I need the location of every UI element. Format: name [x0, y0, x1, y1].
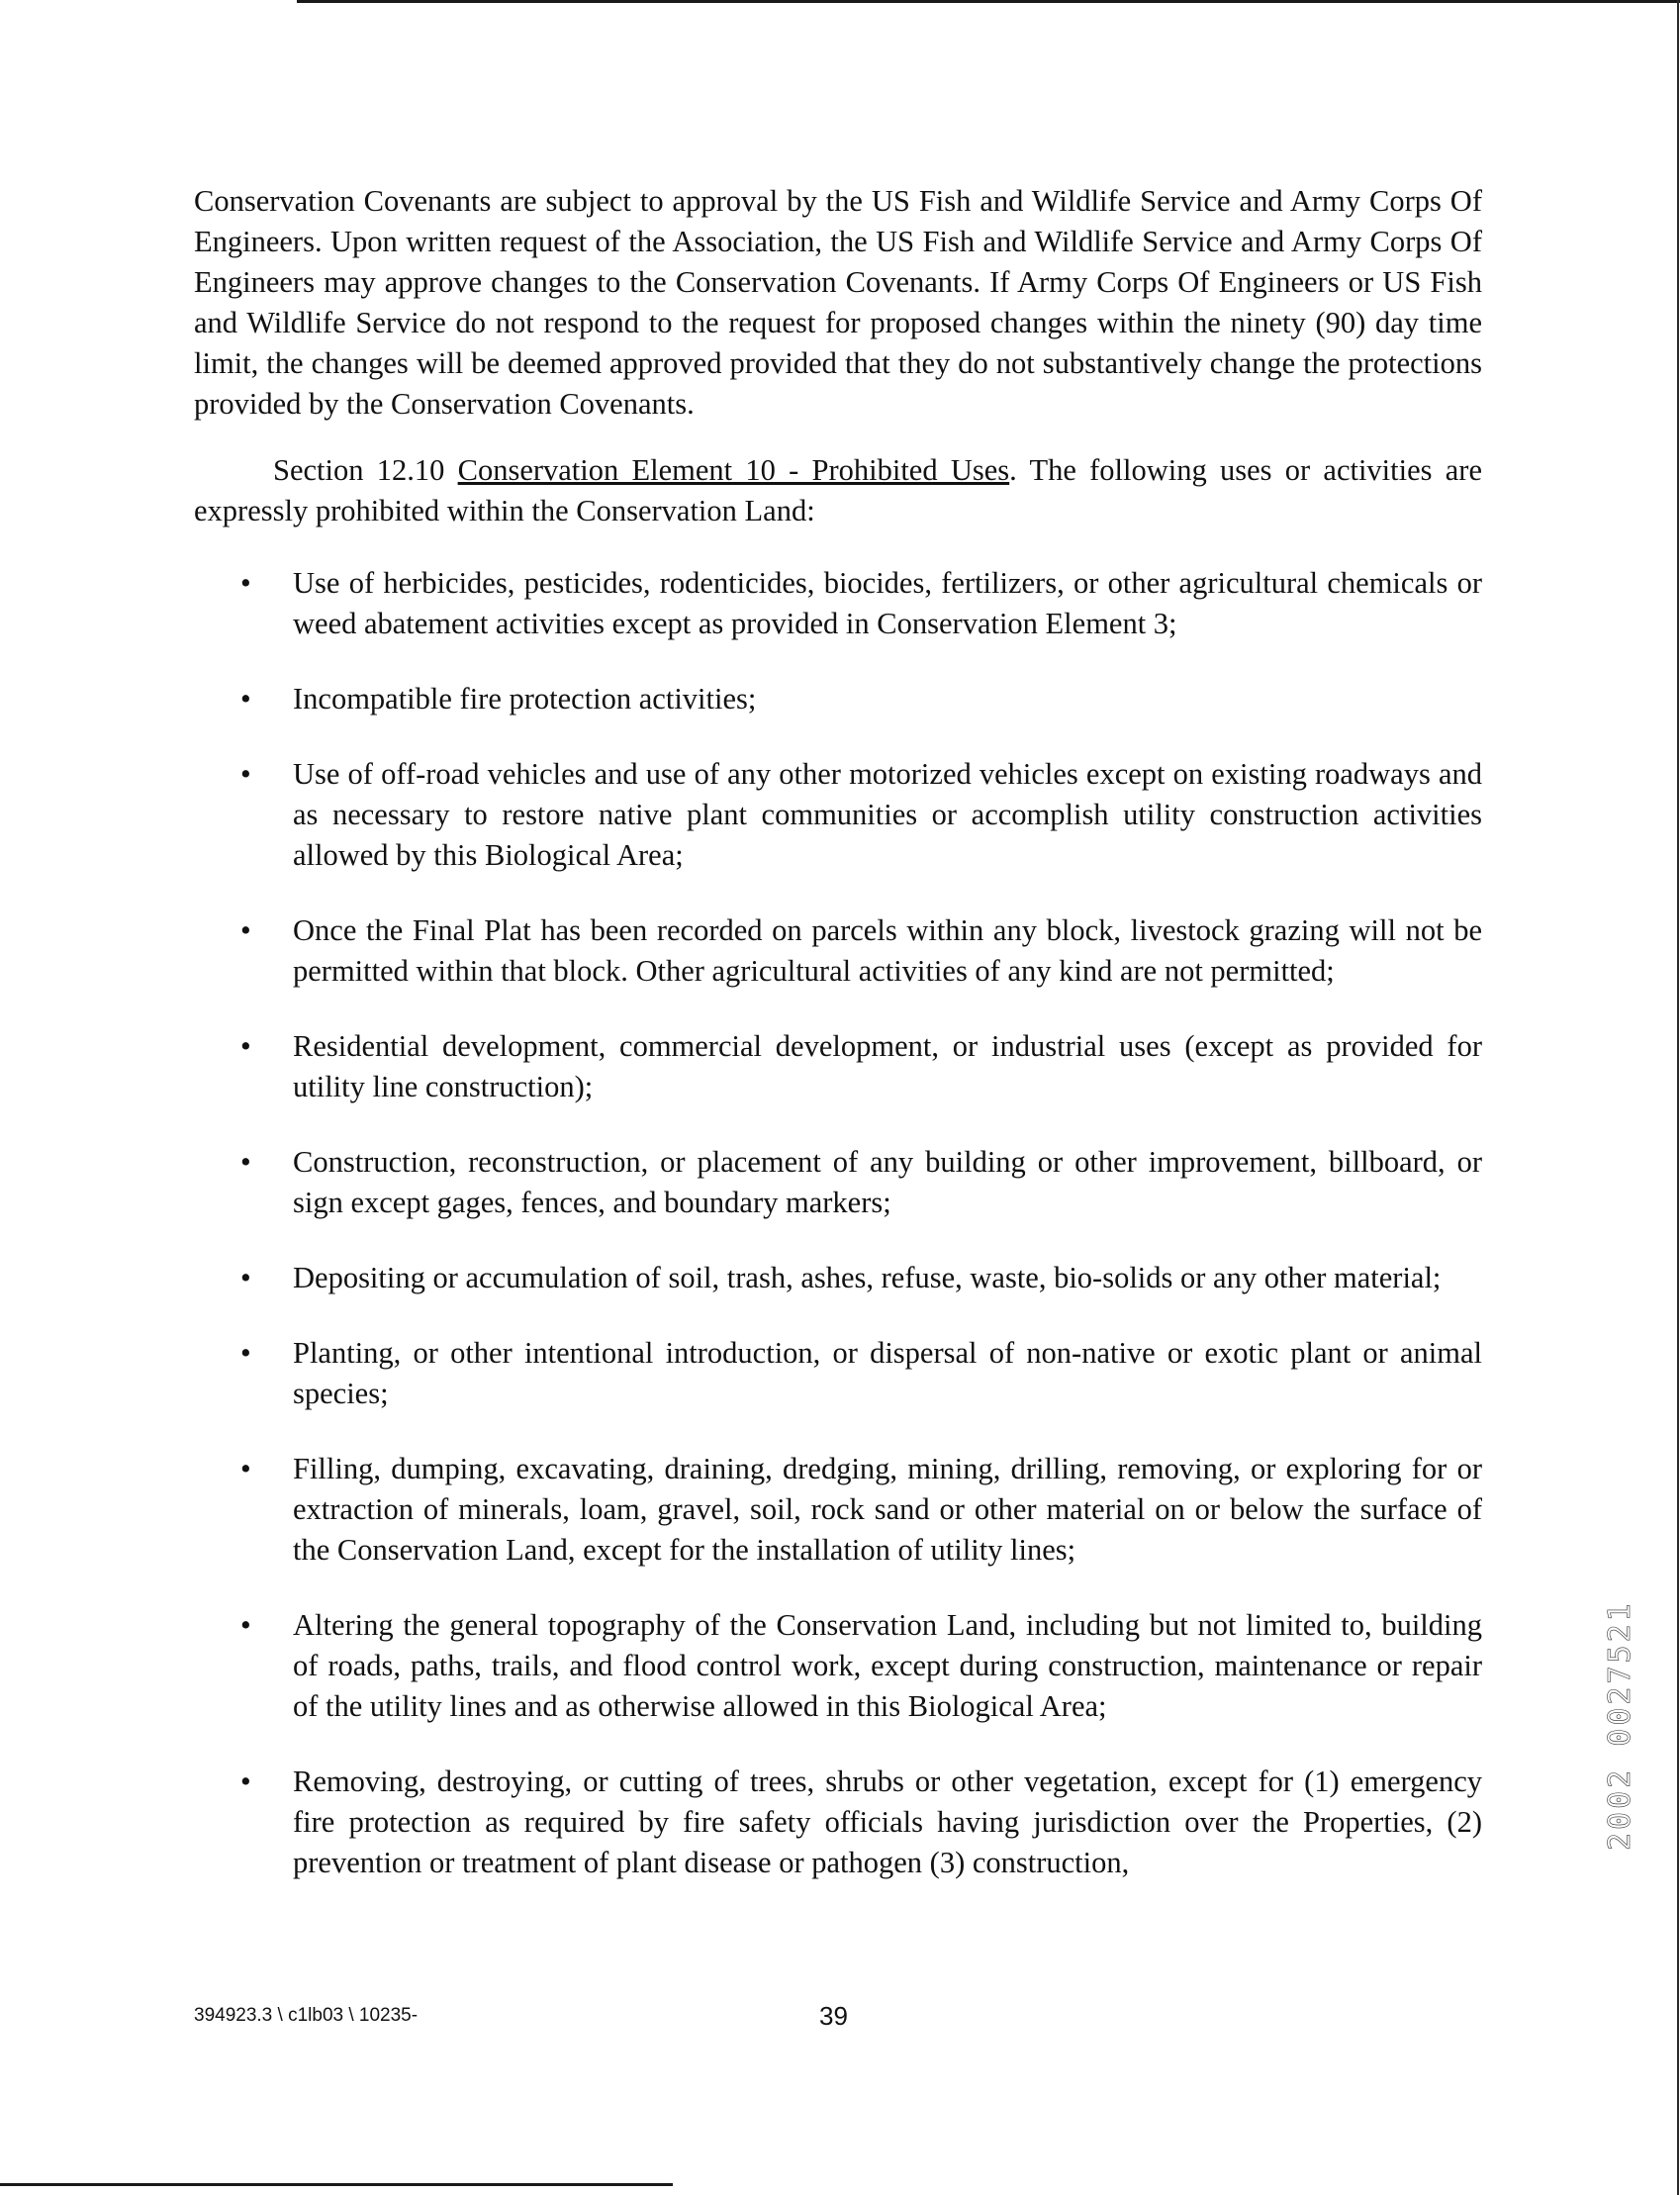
list-item: [194, 1142, 1482, 1223]
list-item: [194, 1605, 1482, 1727]
bullet-icon: •: [240, 757, 251, 791]
list-item: [194, 563, 1482, 644]
intro-paragraph: Conservation Covenants are subject to approval by the US Fish and Wildlife Service and Army Corps Of Engineers. Upon written request of the Association, the US Fish and Wildlife Service and Army Corps Of Engineers may approve changes to the Conservation Covenants. If Army Corps Of Engineers or US Fish and Wildlife Service do not respond to the request for proposed changes within the ninety (90) day time limit, the changes will be deemed approved provided that they do not substantively change the protections provided by the Conservation Covenants.: [194, 184, 1482, 421]
list-item-text: Use of herbicides, pesticides, rodenticides, biocides, fertilizers, or other agricultural chemicals or weed abatement activities except as provided in Conservation Element 3;: [293, 566, 1482, 640]
list-item: [194, 1762, 1482, 1883]
bullet-icon: •: [240, 566, 251, 600]
list-item-text: Altering the general topography of the Conservation Land, including but not limited to, building of roads, paths, trails, and flood control work, except during construction, maintenance or repair of the utility lines and as otherwise allowed in this Biological Area;: [293, 1608, 1482, 1723]
list-item-text: Incompatible fire protection activities;: [293, 682, 757, 716]
section-title: Conservation Element 10 - Prohibited Uses: [457, 453, 1010, 487]
list-item-text: Removing, destroying, or cutting of trees, shrubs or other vegetation, except for (1) emergency fire protection as required by fire safety officials having jurisdiction over the Properties, (2) prevention or treatment of plant disease or pathogen (3) construction,: [293, 1765, 1482, 1879]
section-lead: . The following uses or activities are expressly prohibited within the Conservation Land:: [194, 453, 1482, 527]
section-number: Section 12.10: [273, 453, 445, 487]
right-scan-edge: [1677, 0, 1679, 2195]
bullet-icon: •: [240, 1452, 251, 1485]
top-scan-edge: [297, 0, 1680, 3]
list-item-text: Residential development, commercial development, or industrial uses (except as provided for utility line construction);: [293, 1029, 1482, 1103]
document-id: 394923.3 \ c1lb03 \ 10235-: [194, 2005, 419, 2026]
bullet-icon: •: [240, 682, 251, 716]
list-item-text: Filling, dumping, excavating, draining, dredging, mining, drilling, removing, or exploring for or extraction of minerals, loam, gravel, soil, rock sand or other material on or below the surface of the Conservation Land, except for the installation of utility lines;: [293, 1452, 1482, 1567]
list-item: [194, 1333, 1482, 1414]
bullet-icon: •: [240, 1336, 251, 1370]
list-item-text: Once the Final Plat has been recorded on parcels within any block, livestock grazing will not be permitted within that block. Other agricultural activities of any kind are not permitted;: [293, 913, 1482, 988]
list-item: [194, 1449, 1482, 1571]
bullet-icon: •: [240, 1608, 251, 1642]
list-item-text: Planting, or other intentional introduction, or dispersal of non-native or exotic plant or animal species;: [293, 1336, 1482, 1410]
page-number: 39: [819, 2001, 848, 2031]
bullet-icon: •: [240, 1029, 251, 1063]
recording-number: 2002 0027521: [1603, 1600, 1637, 1851]
recording-stamp: [1587, 1600, 1656, 1870]
bullet-icon: •: [240, 1145, 251, 1179]
bullet-icon: •: [240, 913, 251, 947]
list-item: [194, 910, 1482, 992]
list-item: [194, 1258, 1482, 1298]
bullet-icon: •: [240, 1261, 251, 1294]
prohibited-uses-list: [194, 563, 1482, 1883]
bottom-scan-edge: [0, 2183, 673, 2186]
list-item: [194, 1026, 1482, 1107]
list-item: [194, 679, 1482, 719]
bullet-icon: •: [240, 1765, 251, 1798]
list-item-text: Depositing or accumulation of soil, trash, ashes, refuse, waste, bio-solids or any other material;: [293, 1261, 1442, 1294]
list-item-text: Construction, reconstruction, or placement of any building or other improvement, billboard, or sign except gages, fences, and boundary markers;: [293, 1145, 1482, 1219]
list-item: [194, 754, 1482, 876]
list-item-text: Use of off-road vehicles and use of any other motorized vehicles except on existing roadways and as necessary to restore native plant communities or accomplish utility construction activities allowed by this Biological Area;: [293, 757, 1482, 872]
page-body: [194, 181, 1482, 1918]
section-paragraph: [194, 450, 1482, 531]
